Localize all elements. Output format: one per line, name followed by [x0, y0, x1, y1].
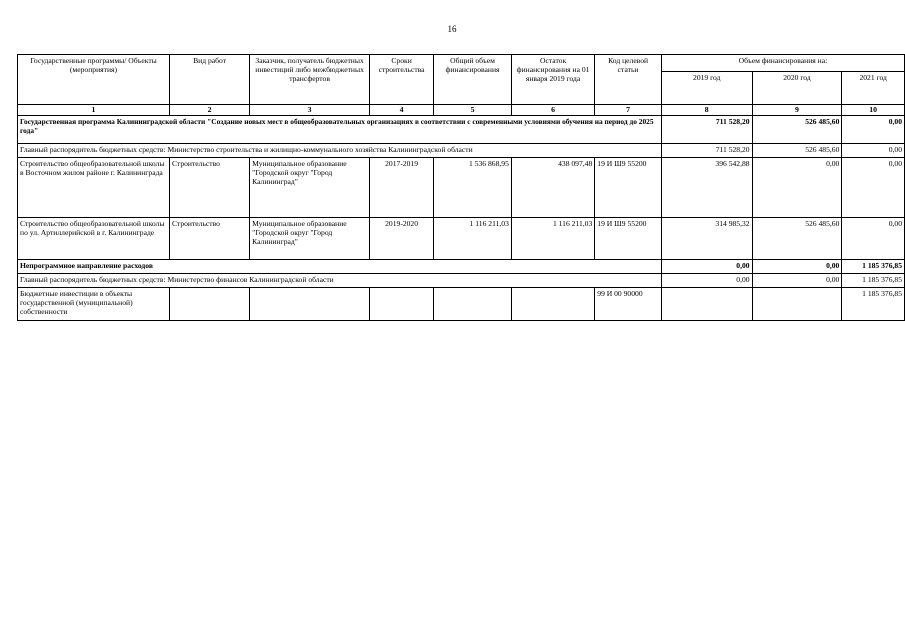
header-total: Общий объем финансирования	[434, 55, 512, 105]
investments-2021: 1 185 376,85	[842, 288, 905, 321]
object-total: 1 536 868,95	[434, 158, 512, 218]
object-2021: 0,00	[842, 218, 905, 260]
header-work-type: Вид работ	[169, 55, 249, 105]
object-total: 1 116 211,03	[434, 218, 512, 260]
object-2019: 396 542,88	[661, 158, 752, 218]
object-remainder: 438 097,48	[511, 158, 594, 218]
object-2020: 526 485,60	[752, 218, 842, 260]
program-row	[18, 116, 905, 144]
header-2019: 2019 год	[661, 72, 752, 105]
object-code: 19 И Ш9 55200	[595, 218, 662, 260]
object-name: Строительство общеобразовательной школы в Восточном жилом районе г. Калининграда	[18, 158, 170, 218]
nonprogram-manager-2019: 0,00	[661, 274, 752, 288]
investments-code: 99 И 00 90000	[595, 288, 662, 321]
nonprogram-row	[18, 260, 905, 274]
program-manager-row	[18, 144, 905, 158]
col-number: 4	[370, 105, 434, 116]
nonprogram-manager-title: Главный распорядитель бюджетных средств: Министерство финансов Калининградской области	[18, 274, 662, 288]
program-2019: 711 528,20	[661, 116, 752, 144]
program-manager-2020: 526 485,60	[752, 144, 842, 158]
object-2021: 0,00	[842, 158, 905, 218]
empty-cell	[661, 288, 752, 321]
program-2021: 0,00	[842, 116, 905, 144]
col-number: 9	[752, 105, 842, 116]
program-manager-2021: 0,00	[842, 144, 905, 158]
nonprogram-2019: 0,00	[661, 260, 752, 274]
header-objects: Государственные программы/ Объекты (мероприятия)	[18, 55, 170, 105]
header-remainder: Остаток финансирования на 01 января 2019 года	[511, 55, 594, 105]
nonprogram-manager-row	[18, 274, 905, 288]
program-manager-title: Главный распорядитель бюджетных средств: Министерство строительства и жилищно-коммунального хозяйства Калининградской области	[18, 144, 662, 158]
object-work: Строительство	[169, 218, 249, 260]
col-number: 5	[434, 105, 512, 116]
object-customer: Муниципальное образование "Городской округ "Город Калининград"	[250, 158, 370, 218]
investment-table	[17, 54, 905, 321]
nonprogram-2020: 0,00	[752, 260, 842, 274]
object-name: Строительство общеобразовательной школы по ул. Артиллерийской в г. Калининграде	[18, 218, 170, 260]
program-manager-2019: 711 528,20	[661, 144, 752, 158]
header-code: Код целевой статьи	[595, 55, 662, 105]
header-funding-group: Объем финансирования на:	[661, 55, 904, 72]
empty-cell	[250, 288, 370, 321]
object-customer: Муниципальное образование "Городской округ "Город Калининград"	[250, 218, 370, 260]
header-row	[18, 55, 905, 72]
nonprogram-title: Непрограммное направление расходов	[18, 260, 662, 274]
page-number: 16	[447, 24, 457, 34]
object-code: 19 И Ш9 55200	[595, 158, 662, 218]
empty-cell	[752, 288, 842, 321]
empty-cell	[169, 288, 249, 321]
object-2019: 314 985,32	[661, 218, 752, 260]
program-title: Государственная программа Калининградской области "Создание новых мест в общеобразовательных организациях в соответствии с современными условиями обучения на период до 2025 года"	[18, 116, 662, 144]
nonprogram-manager-2021: 1 185 376,85	[842, 274, 905, 288]
header-2021: 2021 год	[842, 72, 905, 105]
empty-cell	[434, 288, 512, 321]
object-work: Строительство	[169, 158, 249, 218]
nonprogram-manager-2020: 0,00	[752, 274, 842, 288]
col-number: 6	[511, 105, 594, 116]
col-number: 3	[250, 105, 370, 116]
header-2020: 2020 год	[752, 72, 842, 105]
investments-name: Бюджетные инвестиции в объекты государственной (муниципальной) собственности	[18, 288, 170, 321]
table-row	[18, 288, 905, 321]
col-number: 8	[661, 105, 752, 116]
col-number: 7	[595, 105, 662, 116]
col-number: 1	[18, 105, 170, 116]
column-numbers-row	[18, 105, 905, 116]
empty-cell	[511, 288, 594, 321]
table-row	[18, 218, 905, 260]
col-number: 10	[842, 105, 905, 116]
col-number: 2	[169, 105, 249, 116]
header-period: Сроки строительства	[370, 55, 434, 105]
empty-cell	[370, 288, 434, 321]
object-2020: 0,00	[752, 158, 842, 218]
object-remainder: 1 116 211,03	[511, 218, 594, 260]
object-period: 2019-2020	[370, 218, 434, 260]
header-customer: Заказчик, получатель бюджетных инвестиций либо межбюджетных трансфертов	[250, 55, 370, 105]
table-row	[18, 158, 905, 218]
program-2020: 526 485,60	[752, 116, 842, 144]
object-period: 2017-2019	[370, 158, 434, 218]
nonprogram-2021: 1 185 376,85	[842, 260, 905, 274]
